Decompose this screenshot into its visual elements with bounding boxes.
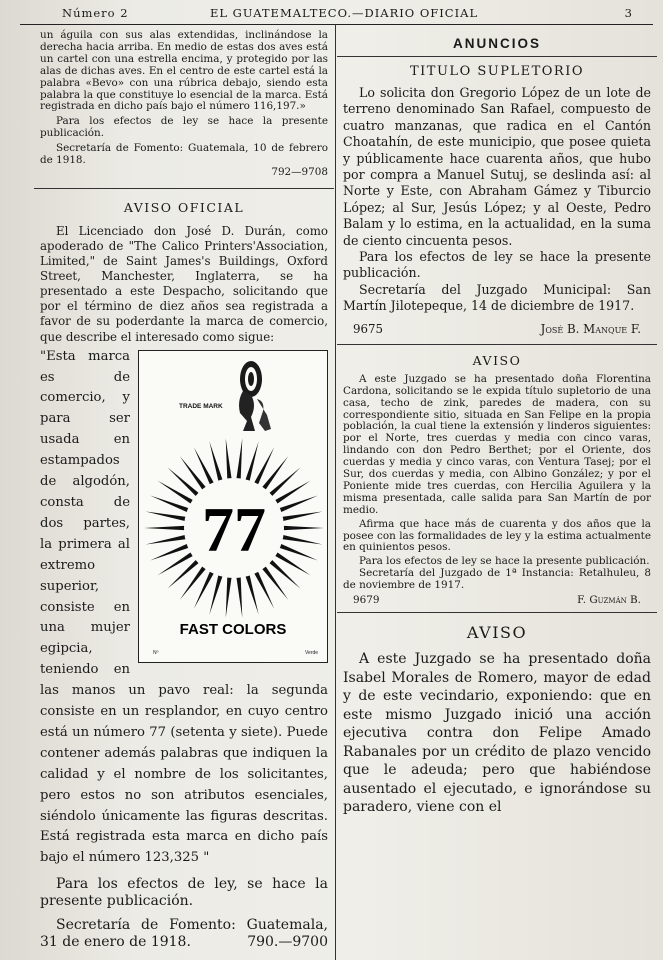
right-column	[343, 30, 651, 817]
logo-fast-colors: FAST COLORS	[179, 620, 287, 638]
sunburst-ray	[236, 438, 242, 482]
left-column	[40, 30, 328, 951]
sunburst-ray	[180, 563, 208, 600]
logo-corner-left: Nº	[153, 649, 159, 656]
trademark-description-text: "Esta marca es de comercio, y para ser usada en estampados de algodón, consta de dos partes, la primera al extremo superior, consiste en una mujer egipcia, teniendo en las manos un pavo real: la segunda consiste en un resplandor, en cuyo centro está un número 77 (setenta y siete). Puede contener además palabras que indiquen la calidad y el nombre de los solicitantes, pero estos no son atributos esenciales, siéndolo únicamente las figuras descritas. Está registrada esta marca en dicho país bajo el número 123,325 "	[40, 348, 328, 866]
newspaper-title: EL GUATEMALTECO.—DIARIO OFICIAL	[210, 6, 479, 20]
aviso-1-affirm: Afirma que hace más de cuarenta y dos años que la posee con las formalidades de ley y la estima actualmente en quinientos pesos.	[343, 517, 651, 554]
continued-secretaria: Secretaría de Fomento: Guatemala, 10 de febrero de 1918.	[40, 142, 328, 167]
anuncios-heading: ANUNCIOS	[452, 36, 541, 51]
sunburst-ray	[272, 480, 311, 505]
titulo-supletorio-title: TITULO SUPLETORIO	[410, 64, 584, 79]
aviso-oficial-intro: El Licenciado don José D. Durán, como apoderado de "The Calico Printers'Association, Limited," de Saint James's Buildings, Oxford Street, Manchester, Inglaterra, se ha presentado a este Despacho, solicitando que por el término de diez años sea registrada a favor de su poderdante la marca de comercio, que describe el interesado como sigue:	[40, 223, 328, 344]
continued-ref: 792—9708	[271, 165, 328, 178]
sunburst-ray	[279, 534, 323, 544]
sunburst-ray	[209, 441, 223, 484]
titulo-supletorio-effects: Para los efectos de ley se hace la presente publicación.	[343, 249, 651, 281]
sunburst-ray	[167, 467, 201, 498]
sunburst-ray	[260, 563, 288, 600]
aviso-1-secretaria: Secretaría del Juzgado de 1ª Instancia: Retalhuleu, 8 de noviembre de 1917.	[343, 567, 651, 592]
aviso-1-title: AVISO	[472, 352, 522, 368]
page-header	[20, 6, 643, 22]
column-divider	[335, 24, 336, 960]
aviso-2-body: A este Juzgado se ha presentado doña Isabel Morales de Romero, mayor de edad y de este vecindario, exponiendo: que en este mismo Juzgado inició una acción ejecutiva contra don Felipe Amado Rabanales por un crédito de plazo vencido que le adeuda; pero que habiéndose ausentado el ejecutado, e ignorándose su paradero, viene con el	[343, 651, 651, 815]
sunburst-ray	[266, 557, 300, 588]
header-rule	[20, 24, 653, 25]
titulo-supletorio-signer: José B. Manque F.	[540, 321, 641, 336]
section-rule	[337, 344, 657, 345]
sunburst-ray	[157, 550, 196, 575]
sunburst-ray	[144, 525, 188, 530]
sunburst-ray	[157, 480, 196, 505]
titulo-supletorio-body: Lo solicita don Gregorio López de un lote de terreno denominado San Rafael, compuesto de cuatro manzanas, que radica en el Cantón Choatahín, de este municipio, que posee quieta y públicamente hace cuarenta años, que hubo por compra a Manuel Sutuj, se deslinda así: al Norte y Este, con Abraham Gámez y Tiburcio López; al Sur, Jesús López; y al Oeste, Pedro Balam y lo estima, en la actualidad, en la suma de ciento cincuenta pesos.	[343, 85, 651, 248]
aviso-1-body: A este Juzgado se ha presentado doña Florentina Cardona, solicitando se le expida título supletorio de una casa, techo de zink, paredes de madera, con su correspondiente sitio, situada en San Felipe en la propia población, la cual tiene la extensión y linderos siguientes: por el Norte, tres cuerdas y media con cinco varas, lindando con don Pedro Berthet; por el Oriente, dos cuerdas y media y cinco varas, con Ventura Tasej; por el Sur, dos cuerdas y media, con Albino González; y por el Poniente mide tres cuerdas, con Hercilia Aguilera y la misma presentada, calle salida para San Martín de por medio.	[343, 372, 651, 516]
sunburst-ray	[226, 573, 232, 617]
sunburst-ray	[244, 441, 258, 484]
section-rule	[34, 188, 334, 189]
titulo-supletorio-secretaria: Secretaría del Juzgado Municipal: San Martín Jilotepeque, 14 de diciembre de 1917.	[343, 281, 651, 314]
sunburst-ray	[260, 456, 288, 493]
aviso-2-title: AVISO	[466, 623, 528, 642]
sunburst-ray	[266, 467, 300, 498]
sunburst-ray	[209, 571, 223, 614]
sunburst-77-logo	[139, 351, 327, 662]
section-rule	[337, 56, 657, 57]
aviso-oficial-effects: Para los efectos de ley, se hace la presente publicación.	[40, 876, 328, 910]
sunburst-ray	[280, 525, 324, 530]
sunburst-ray	[279, 511, 323, 521]
aviso-1-effects: Para los efectos de ley se hace la presente publicación.	[359, 555, 650, 568]
page-number: 3	[624, 6, 633, 20]
aviso-oficial-title: AVISO OFICIAL	[123, 199, 245, 215]
issue-number: Número 2	[62, 6, 129, 20]
titulo-supletorio-ref: 9675	[353, 321, 384, 336]
logo-trade-mark: TRADE MARK	[179, 402, 223, 410]
aviso-1-signer: F. Guzmán B.	[577, 594, 641, 607]
trademark-description	[40, 347, 328, 870]
logo-corner-right: Verde	[305, 649, 319, 656]
logo-number: 77	[202, 493, 266, 565]
sunburst-ray	[226, 438, 232, 482]
aviso-1-footer	[343, 595, 651, 607]
aviso-oficial-secretaria: Secretaría de Fomento: Guatemala, 31 de enero de 1918.	[40, 916, 328, 950]
aviso-oficial-ref: 790.—9700	[247, 934, 328, 951]
section-rule	[337, 612, 657, 613]
sunburst-ray	[146, 511, 190, 521]
sunburst-ray	[236, 573, 242, 617]
trademark-logo	[138, 350, 328, 663]
aviso-1-ref: 9679	[353, 594, 380, 607]
continued-notice-text: un águila con sus alas extendidas, inclinándose la derecha hacia arriba. En medio de estas dos aves está un cartel con una estrella encima, y protegido por las alas de dichas aves. En el centro de este cartel está la palabra «Bevo» con una rúbrica debajo, siendo esta palabra la que constituye lo esencial de la marca. Está registrada en dicho país bajo el número 116,197.»	[40, 29, 328, 113]
continued-effects: Para los efectos de ley se hace la presente publicación.	[40, 115, 328, 140]
titulo-supletorio-footer	[343, 322, 651, 337]
sunburst-ray	[167, 557, 201, 588]
sunburst-ray	[146, 534, 190, 544]
peacock-woman-icon	[239, 361, 271, 431]
sunburst-ray	[272, 550, 311, 575]
sunburst-ray	[244, 571, 258, 614]
sunburst-ray	[180, 456, 208, 493]
